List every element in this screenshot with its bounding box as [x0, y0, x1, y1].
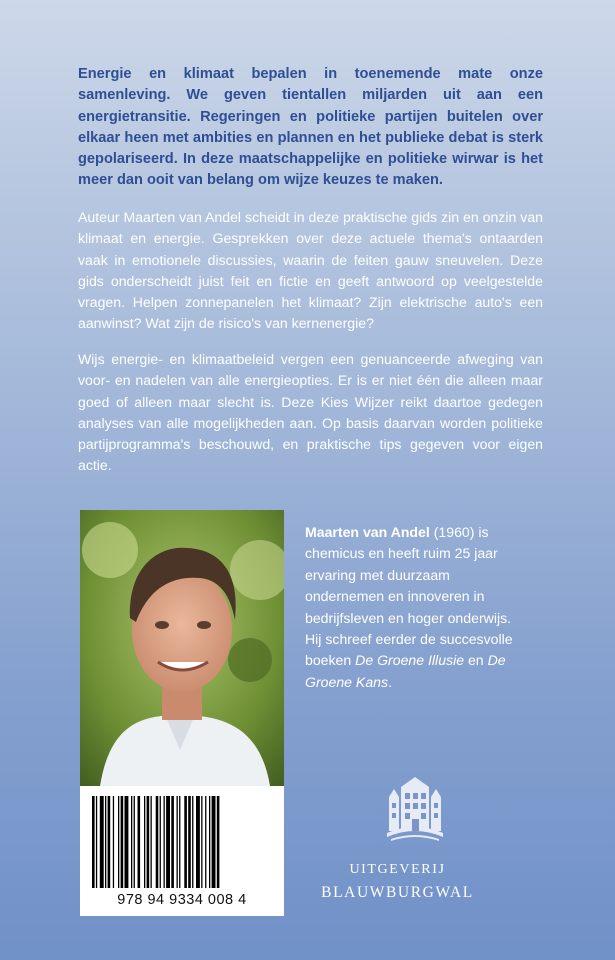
publisher-line-1: UITGEVERIJ [349, 862, 446, 877]
description-paragraph-2: Wijs energie- en klimaatbeleid vergen een genuanceerde afweging van voor- en nadelen van alle energieopties. Er is er niet één die alleen maar goed of alleen maar slecht is. Deze Kies Wijzer reikt daartoe gedegen analyses van alle mogelijkheden aan. Op basis daarvan worden politieke partijprogramma's beschouwd, en praktische tips gegeven voor eigen actie. [78, 351, 543, 474]
isbn-barcode [80, 786, 284, 916]
canal-house-icon [385, 775, 445, 845]
book-title-2: De Groene Kans [305, 652, 506, 690]
publisher-line-2: BLAUWBURGWAL [321, 884, 474, 901]
author-name: Maarten van Andel [305, 524, 430, 540]
author-bio [305, 522, 525, 693]
author-photo [80, 510, 284, 786]
barcode-bars [88, 796, 276, 888]
description-paragraph-1: Auteur Maarten van Andel scheidt in deze praktische gids zin en onzin van klimaat en energie. Gesprekken over deze actuele thema's ontaarden vaak in emotionele discussies, waarin de feiten gauw sneuvelen. Deze gids onderscheidt juist feit en fictie en geeft antwoord op veelgestelde vragen. Helpen zonnepanelen het klimaat? Zijn elektrische auto's een aanwinst? Wat zijn de risico's van kernenergie? [78, 209, 543, 332]
book-title-1: De Groene Illusie [355, 652, 465, 669]
author-birth-year: (1960) [429, 524, 475, 540]
bio-text: is chemicus en heeft ruim 25 jaar ervaring met duurzaam ondernemen en innoveren in bedrijfsleven en hoger onderwijs. Hij schreef eerder de succesvolle boeken [305, 524, 513, 669]
isbn-number: 978 94 9334 008 4 [117, 892, 247, 908]
bio-connector: en [464, 652, 488, 669]
intro-text: Energie en klimaat bepalen in toenemende mate onze samenleving. We geven tientallen miljarden uit aan een energietransitie. Regeringen en politieke partijen buitelen over elkaar heen met ambities en plannen en het publieke debat is sterk gepolariseerd. In deze maatschappelijke en politieke wirwar is het meer dan ooit van belang om wijze keuzes te maken. [78, 66, 543, 189]
bio-end: . [388, 673, 392, 690]
